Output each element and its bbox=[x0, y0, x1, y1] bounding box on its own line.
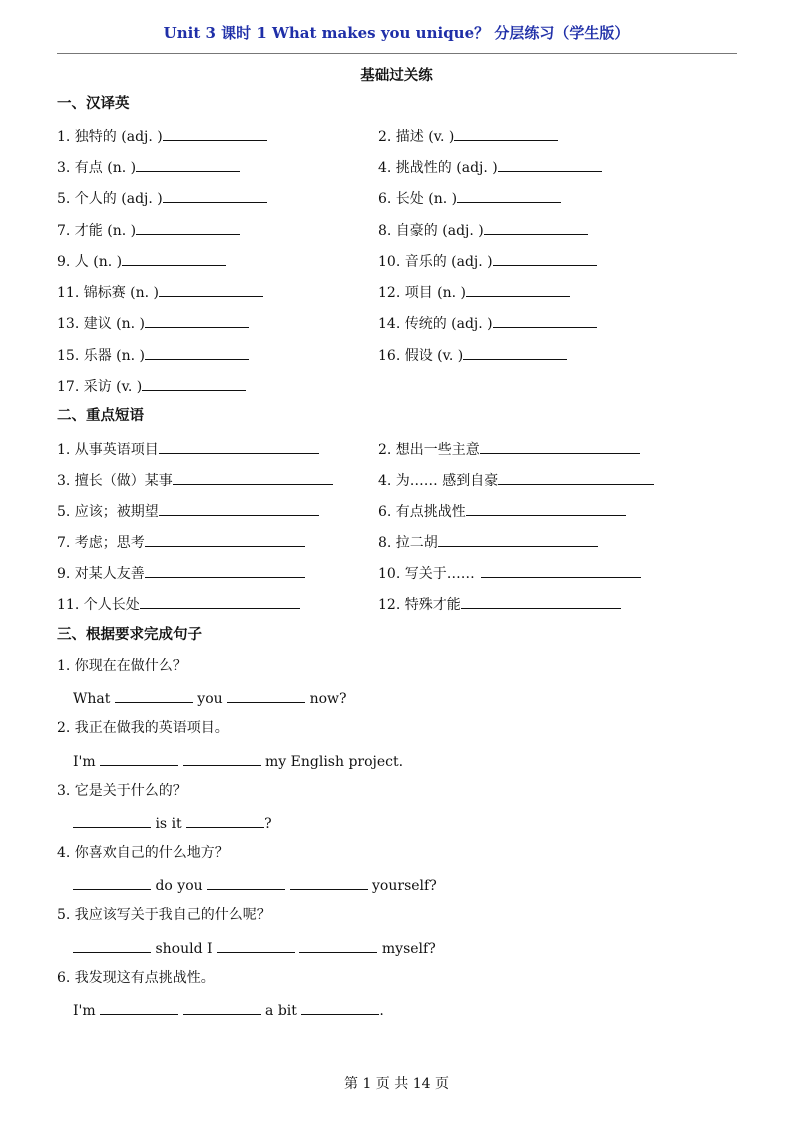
section-heading-phrases: 二、重点短语 bbox=[57, 407, 144, 424]
answer-line: I'm my English project. bbox=[73, 751, 403, 771]
answer-blank[interactable] bbox=[498, 157, 602, 172]
phrase-item: 10. 写关于…… bbox=[378, 563, 641, 583]
answer-blank[interactable] bbox=[493, 251, 597, 266]
vocab-item: 7. 才能 (n. ) bbox=[57, 220, 240, 240]
answer-blank[interactable] bbox=[457, 188, 561, 203]
vocab-item: 9. 人 (n. ) bbox=[57, 251, 226, 271]
answer-blank[interactable] bbox=[227, 688, 305, 703]
answer-blank[interactable] bbox=[481, 563, 641, 578]
vocab-item: 5. 个人的 (adj. ) bbox=[57, 188, 267, 208]
answer-blank[interactable] bbox=[140, 594, 300, 609]
phrase-item: 6. 有点挑战性 bbox=[378, 501, 626, 521]
answer-blank[interactable] bbox=[438, 532, 598, 547]
question-text: 3. 它是关于什么的？ bbox=[57, 783, 187, 799]
vocab-item: 11. 锦标赛 (n. ) bbox=[57, 282, 263, 302]
answer-blank[interactable] bbox=[145, 345, 249, 360]
answer-line: I'm a bit . bbox=[73, 1000, 384, 1020]
section-heading-sentences: 三、根据要求完成句子 bbox=[57, 626, 202, 643]
phrase-item: 1. 从事英语项目 bbox=[57, 439, 319, 459]
section-heading-translation: 一、汉译英 bbox=[57, 95, 130, 112]
answer-blank[interactable] bbox=[186, 813, 264, 828]
phrase-item: 5. 应该；被期望 bbox=[57, 501, 319, 521]
vocab-item: 8. 自豪的 (adj. ) bbox=[378, 220, 588, 240]
answer-line: What you now? bbox=[73, 688, 347, 708]
document-header: Unit 3 课时 1 What makes you unique？ 分层练习（学生版） bbox=[163, 24, 630, 42]
answer-blank[interactable] bbox=[183, 751, 261, 766]
phrase-item: 4. 为…… 感到自豪 bbox=[378, 470, 654, 490]
question-text: 2. 我正在做我的英语项目。 bbox=[57, 720, 229, 736]
answer-blank[interactable] bbox=[159, 282, 263, 297]
vocab-item: 10. 音乐的 (adj. ) bbox=[378, 251, 597, 271]
phrase-item: 8. 拉二胡 bbox=[378, 532, 598, 552]
vocab-item: 14. 传统的 (adj. ) bbox=[378, 313, 597, 333]
vocab-item: 13. 建议 (n. ) bbox=[57, 313, 249, 333]
answer-blank[interactable] bbox=[142, 376, 246, 391]
answer-blank[interactable] bbox=[290, 875, 368, 890]
answer-blank[interactable] bbox=[115, 688, 193, 703]
answer-blank[interactable] bbox=[73, 875, 151, 890]
question-text: 5. 我应该写关于我自己的什么呢？ bbox=[57, 907, 271, 923]
answer-blank[interactable] bbox=[100, 751, 178, 766]
page-title: 基础过关练 bbox=[360, 67, 433, 84]
question-text: 1. 你现在在做什么？ bbox=[57, 658, 187, 674]
answer-blank[interactable] bbox=[466, 501, 626, 516]
header-divider bbox=[57, 53, 737, 54]
answer-line: is it ? bbox=[73, 813, 272, 833]
vocab-item: 1. 独特的 (adj. ) bbox=[57, 126, 267, 146]
phrase-item: 12. 特殊才能 bbox=[378, 594, 621, 614]
answer-blank[interactable] bbox=[100, 1000, 178, 1015]
answer-blank[interactable] bbox=[145, 532, 305, 547]
answer-line: do you yourself? bbox=[73, 875, 437, 895]
answer-blank[interactable] bbox=[145, 563, 305, 578]
answer-blank[interactable] bbox=[463, 345, 567, 360]
phrase-item: 3. 擅长（做）某事 bbox=[57, 470, 333, 490]
answer-blank[interactable] bbox=[217, 938, 295, 953]
answer-blank[interactable] bbox=[301, 1000, 379, 1015]
answer-blank[interactable] bbox=[466, 282, 570, 297]
answer-blank[interactable] bbox=[480, 439, 640, 454]
answer-blank[interactable] bbox=[454, 126, 558, 141]
question-text: 6. 我发现这有点挑战性。 bbox=[57, 970, 215, 986]
phrase-item: 9. 对某人友善 bbox=[57, 563, 305, 583]
answer-blank[interactable] bbox=[159, 439, 319, 454]
answer-blank[interactable] bbox=[163, 188, 267, 203]
answer-line: should I myself? bbox=[73, 938, 436, 958]
vocab-item: 3. 有点 (n. ) bbox=[57, 157, 240, 177]
vocab-item: 4. 挑战性的 (adj. ) bbox=[378, 157, 602, 177]
answer-blank[interactable] bbox=[484, 220, 588, 235]
phrase-item: 11. 个人长处 bbox=[57, 594, 300, 614]
vocab-item: 17. 采访 (v. ) bbox=[57, 376, 246, 396]
answer-blank[interactable] bbox=[136, 157, 240, 172]
vocab-item: 6. 长处 (n. ) bbox=[378, 188, 561, 208]
vocab-item: 15. 乐器 (n. ) bbox=[57, 345, 249, 365]
vocab-item: 16. 假设 (v. ) bbox=[378, 345, 567, 365]
answer-blank[interactable] bbox=[159, 501, 319, 516]
answer-blank[interactable] bbox=[183, 1000, 261, 1015]
phrase-item: 7. 考虑；思考 bbox=[57, 532, 305, 552]
question-text: 4. 你喜欢自己的什么地方？ bbox=[57, 845, 229, 861]
answer-blank[interactable] bbox=[173, 470, 333, 485]
answer-blank[interactable] bbox=[145, 313, 249, 328]
page-number-footer: 第 1 页 共 14 页 bbox=[344, 1076, 449, 1092]
answer-blank[interactable] bbox=[136, 220, 240, 235]
answer-blank[interactable] bbox=[163, 126, 267, 141]
answer-blank[interactable] bbox=[461, 594, 621, 609]
phrase-item: 2. 想出一些主意 bbox=[378, 439, 640, 459]
vocab-item: 12. 项目 (n. ) bbox=[378, 282, 570, 302]
answer-blank[interactable] bbox=[73, 938, 151, 953]
vocab-item: 2. 描述 (v. ) bbox=[378, 126, 558, 146]
answer-blank[interactable] bbox=[122, 251, 226, 266]
answer-blank[interactable] bbox=[493, 313, 597, 328]
answer-blank[interactable] bbox=[73, 813, 151, 828]
answer-blank[interactable] bbox=[207, 875, 285, 890]
answer-blank[interactable] bbox=[299, 938, 377, 953]
answer-blank[interactable] bbox=[498, 470, 654, 485]
